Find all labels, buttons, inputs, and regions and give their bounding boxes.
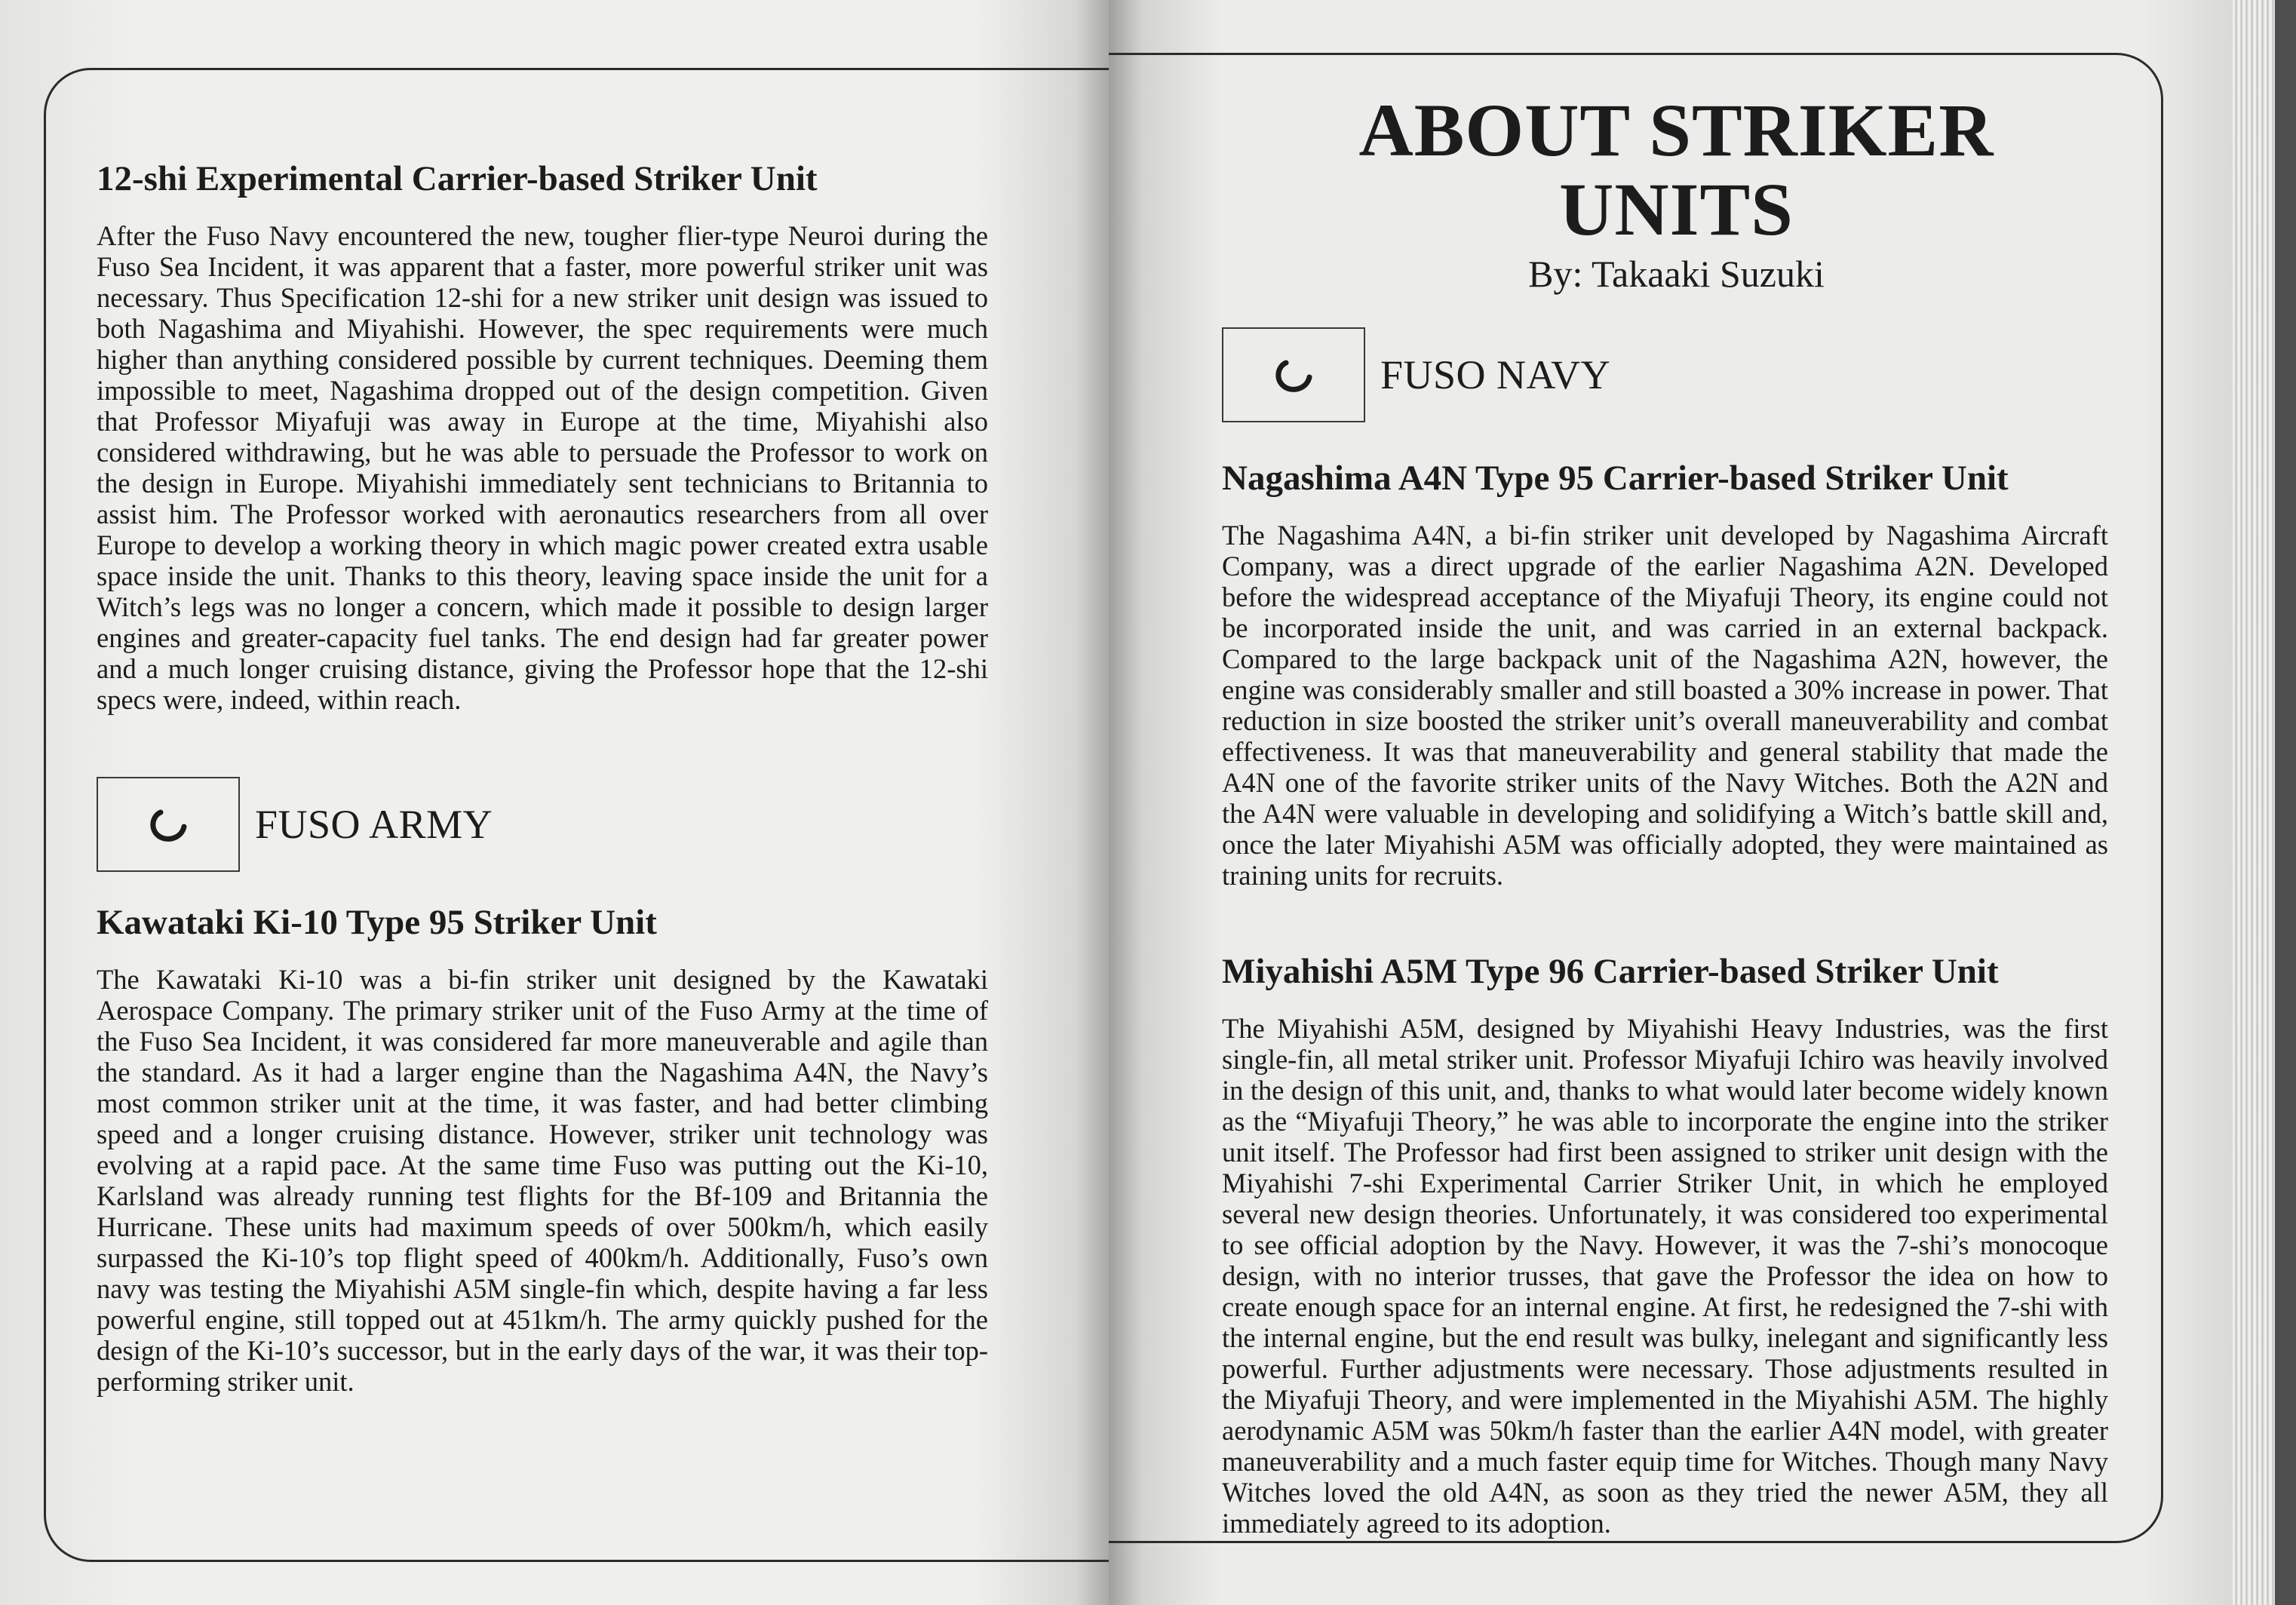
section-heading-a4n: Nagashima A4N Type 95 Carrier-based Striker Unit	[1222, 459, 2009, 498]
left-page	[0, 0, 1109, 1605]
section-heading-ki10: Kawataki Ki-10 Type 95 Striker Unit	[97, 903, 657, 943]
emblem-box-navy	[1222, 327, 1365, 422]
page-title: ABOUT STRIKER UNITS	[1358, 88, 1994, 251]
section-heading-a5m: Miyahishi A5M Type 96 Carrier-based Striker Unit	[1222, 952, 1999, 992]
section-body-12shi: After the Fuso Navy encountered the new, tougher flier-type Neuroi during the Fuso Sea Incident, it was apparent that a faster, more powerful striker unit was necessary. Thus Specification 12-shi for a new striker unit design was issued to both Nagashima and Miyahishi. However, the spec requirements were much higher than anything considered possible by current techniques. Deeming them impossible to meet, Nagashima dropped out of the design competition. Given that Professor Miyafuji was away in Europe at the time, Miyahishi also considered withdrawing, but he was able to persuade the Professor to work on the design in Europe. Miyahishi immediately sent technicians to Britannia to assist him. The Professor worked with aeronautics researchers from all over Europe to develop a working theory in which magic power created extra usable space inside the unit. Thanks to this theory, leaving space inside the unit for a Witch’s legs was no longer a concern, which made it possible to design larger engines and greater-capacity fuel tanks. The end design had far greater power and a much longer cruising distance, giving the Professor hope that the 12-shi specs were, indeed, within reach.	[97, 220, 988, 716]
page-edges	[2233, 0, 2296, 1605]
branch-header-fuso-army	[97, 775, 988, 873]
branch-name-army: FUSO ARMY	[255, 802, 493, 848]
emblem-box-army	[97, 777, 240, 872]
section-body-a5m: The Miyahishi A5M, designed by Miyahishi Heavy Industries, was the first single-fin, all metal striker unit. Professor Miyafuji Ichiro was heavily involved in the design of this unit, and, thanks to what would later become widely known as the “Miyafuji Theory,” he was able to incorporate the engine into the striker unit itself. The Professor had first been assigned to striker unit design with the Miyahishi 7-shi Experimental Carrier Striker Unit, in which he employed several new design theories. Unfortunately, it was considered too experimental to see official adoption by the Navy. However, it was the 7-shi’s monocoque design, with no interior trusses, that gave the Professor the idea on how to create enough space for an internal engine. At first, he redesigned the 7-shi with the internal engine, but the end result was bulky, inelegant and significantly less powerful. Further adjustments were necessary. Those adjustments resulted in the Miyafuji Theory, and were implemented in the Miyahishi A5M. The highly aerodynamic A5M was 50km/h faster than the earlier A4N model, with greater maneuverability and a much faster equip time for Witches. Though many Navy Witches loved the old A4N, as soon as they tried the newer A5M, they all immediately agreed to its adoption.	[1222, 1013, 2108, 1539]
section-body-ki10: The Kawataki Ki-10 was a bi-fin striker unit designed by the Kawataki Aerospace Company. The primary striker unit of the Fuso Army at the time of the Fuso Sea Incident, it was considered far more maneuverable and agile than the standard. As it had a larger engine than the Nagashima A4N, the Navy’s most common striker unit at the time, it was faster, and had better climbing speed and a longer cruising distance. However, striker unit technology was evolving at a rapid pace. At the same time Fuso was putting out the Ki-10, Karlsland was already running test flights for the Bf-109 and Britannia the Hurricane. These units had maximum speeds of over 500km/h, which easily surpassed the Ki-10’s top flight speed of 400km/h. Additionally, Fuso’s own navy was testing the Miyahishi A5M single-fin which, despite having a far less powerful engine, still topped out at 451km/h. The army quickly pushed for the design of the Ki-10’s successor, but in the early days of the war, it was their top-performing striker unit.	[97, 964, 988, 1398]
byline: By: Takaaki Suzuki	[1528, 253, 1825, 295]
right-page-content	[1222, 88, 2108, 1539]
branch-header-fuso-navy	[1222, 326, 2108, 424]
hinomaru-roundel-icon	[146, 806, 191, 843]
section-heading-12shi: 12-shi Experimental Carrier-based Striker Unit	[97, 159, 818, 198]
section-body-a4n: The Nagashima A4N, a bi-fin striker unit developed by Nagashima Aircraft Company, was a direct upgrade of the earlier Nagashima A2N. Developed before the widespread acceptance of the Miyafuji Theory, its engine could not be incorporated inside the unit, and was carried in an external backpack. Compared to the large backpack unit of the Nagashima A2N, however, the engine was considerably smaller and still boasted a 30% increase in power. That reduction in size boosted the striker unit’s overall maneuverability and combat effectiveness. It was that maneuverability and general stability that made the A4N one of the favorite striker units of the Navy Witches. Both the A2N and the A4N were valuable in developing and solidifying a Witch’s battle skill and, once the later Miyahishi A5M was officially adopted, they were maintained as training units for recruits.	[1222, 520, 2108, 891]
left-page-content	[97, 158, 988, 1397]
hinomaru-roundel-icon	[1271, 356, 1316, 394]
right-page	[1109, 0, 2233, 1605]
branch-name-navy: FUSO NAVY	[1380, 352, 1611, 397]
